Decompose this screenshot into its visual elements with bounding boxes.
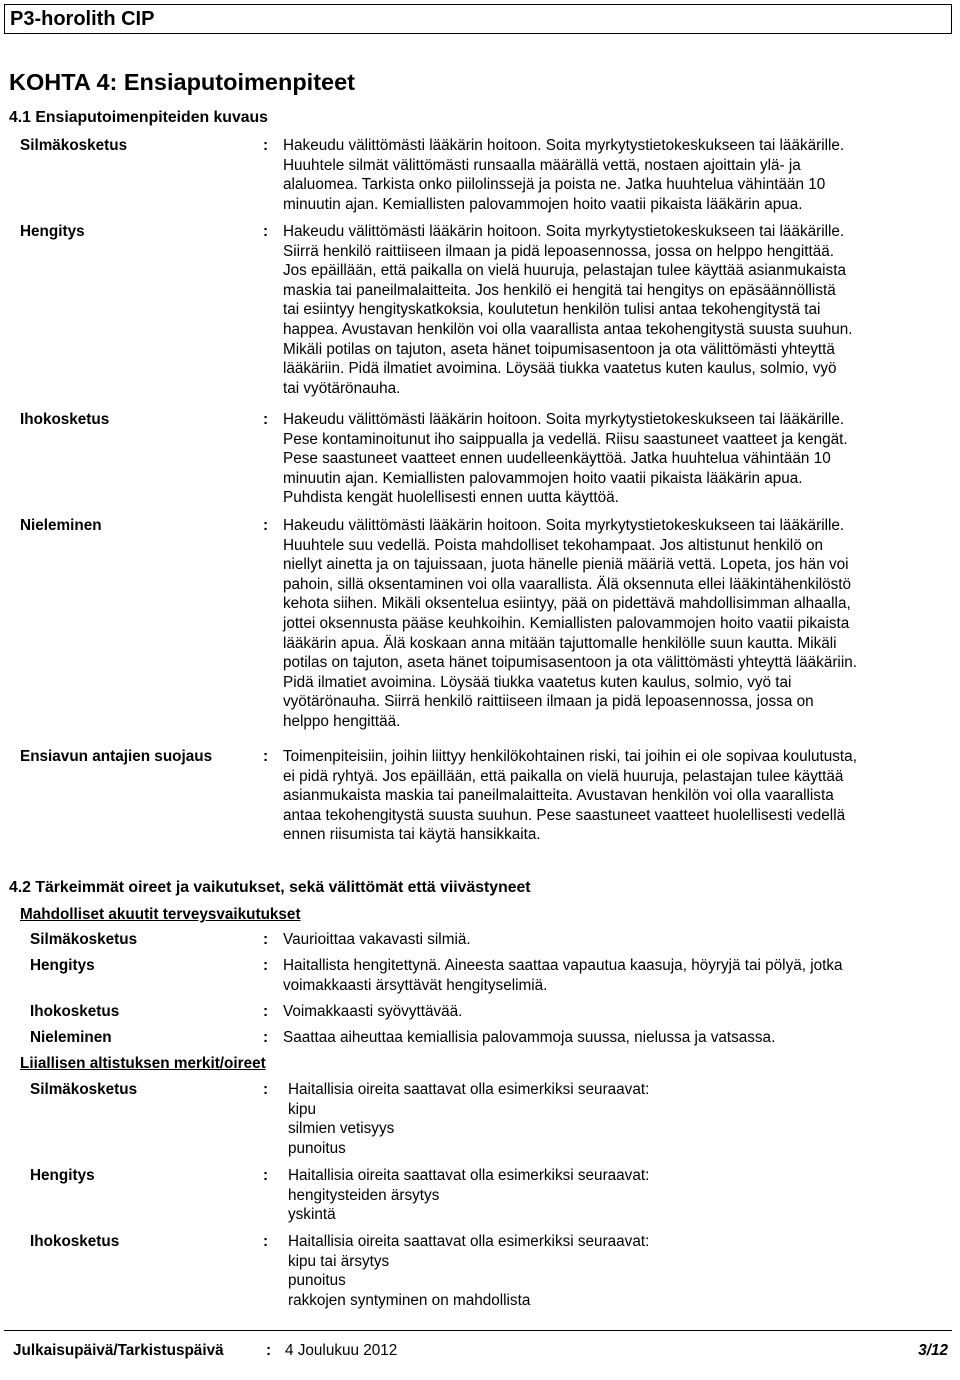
text-line: Haitallisia oireita saattavat olla esimerkiksi seuraavat: [288, 1167, 650, 1184]
row-text [283, 222, 955, 398]
text-line: Hakeudu välittömästi lääkärin hoitoon. Soita myrkytystietokeskukseen tai lääkärille. [283, 411, 845, 428]
text-line: antaa tekohengitystä suusta suuhun. Pese saastuneet vaatteet huolellisesti vedellä [283, 806, 846, 824]
subsection-title-4-2: 4.2 Tärkeimmät oireet ja vaikutukset, sekä välittömät että viivästyneet [9, 879, 531, 896]
text-line: voimakkaasti ärsyttävät hengityselimiä. [283, 976, 548, 994]
row-text [288, 1080, 960, 1158]
text-line: minuutin ajan. Kemiallisten palovammojen hoito vaatii pikaista lääkärin apua. [283, 195, 803, 213]
text-line: lääkärin apua. Älä koskaan anna mitään tajuttomalle henkilölle suun kautta. Mikäli [283, 634, 837, 652]
text-line: Haitallisia oireita saattavat olla esimerkiksi seuraavat: [288, 1233, 650, 1250]
row-colon: : [263, 411, 269, 428]
text-line: Huuhtele suu vedellä. Poista mahdolliset tekohampaat. Jos altistunut henkilö on [283, 536, 823, 554]
text-line: yskintä [288, 1206, 336, 1224]
row-text [283, 956, 955, 995]
row-colon: : [263, 1167, 269, 1184]
row-text [283, 930, 955, 950]
text-line: silmien vetisyys [288, 1120, 395, 1138]
row-label: Nieleminen [20, 517, 102, 534]
footer-date: 4 Joulukuu 2012 [285, 1342, 398, 1359]
text-line: Puhdista kengät huolellisesti ennen uutta käyttöä. [283, 489, 619, 507]
text-line: Hakeudu välittömästi lääkärin hoitoon. Soita myrkytystietokeskukseen tai lääkärille. [283, 223, 845, 240]
acute-effects-heading: Mahdolliset akuutit terveysvaikutukset [20, 906, 301, 923]
row-text [283, 1028, 955, 1048]
text-line: ennen riisumista tai käytä hansikkaita. [283, 826, 541, 844]
row-text [288, 1166, 960, 1225]
row-label: Silmäkosketus [30, 1081, 138, 1098]
footer-colon: : [266, 1342, 272, 1359]
row-text [288, 1232, 960, 1310]
text-line: Jos epäillään, että paikalla on vielä huuruja, pelastajan tulee käyttää asianmukaista [283, 262, 846, 280]
row-label: Hengitys [30, 1167, 95, 1184]
text-line: Vaurioittaa vakavasti silmiä. [283, 931, 471, 948]
overexposure-heading: Liiallisen altistuksen merkit/oireet [20, 1055, 266, 1072]
text-line: potilas on tajuton, aseta hänet toipumisasentoon ja ota välittömästi yhteyttä lääkäriin. [283, 654, 857, 672]
row-colon: : [263, 517, 269, 534]
row-label: Nieleminen [30, 1029, 112, 1046]
row-text [283, 1002, 955, 1022]
text-line: Pese saastuneet vaatteet ennen uudelleenkäyttöä. Jatka huuhtelua vähintään 10 [283, 450, 831, 468]
row-colon: : [263, 957, 269, 974]
text-line: rakkojen syntyminen on mahdollista [288, 1291, 531, 1309]
text-line: minuutin ajan. Kemiallisten palovammojen hoito vaatii pikaista lääkärin apua. [283, 469, 803, 487]
text-line: Haitallista hengitettynä. Aineesta saattaa vapautua kaasuja, höyryjä tai pölyä, jotka [283, 957, 843, 974]
text-line: pahoin, sillä oksentaminen voi olla vaarallista. Älä oksennuta ellei lääkintähenkilöstö [283, 575, 852, 593]
section-title: KOHTA 4: Ensiaputoimenpiteet [9, 69, 355, 95]
text-line: vyötärönauha. Siirrä henkilö raittiiseen ilmaan ja pidä lepoasennossa, jossa on [283, 693, 814, 711]
text-line: kipu [288, 1100, 317, 1118]
text-line: Mikäli potilas on tajuton, aseta hänet toipumisasentoon ja ota välittömästi yhteyttä [283, 340, 835, 358]
footer [4, 1330, 952, 1364]
page-number: 3/12 [918, 1342, 948, 1359]
footer-date-label: Julkaisupäivä/Tarkistuspäivä [13, 1342, 224, 1359]
row-text [283, 136, 955, 214]
row-colon: : [263, 1081, 269, 1098]
row-label: Ihokosketus [30, 1233, 120, 1250]
row-colon: : [263, 748, 269, 765]
text-line: Voimakkaasti syövyttävää. [283, 1003, 463, 1020]
text-line: hengitysteiden ärsytys [288, 1186, 440, 1204]
row-label: Hengitys [30, 957, 95, 974]
text-line: punoitus [288, 1139, 346, 1157]
row-label: Ihokosketus [30, 1003, 120, 1020]
row-colon: : [263, 1003, 269, 1020]
text-line: kipu tai ärsytys [288, 1252, 390, 1270]
row-colon: : [263, 137, 269, 154]
text-line: kehota siihen. Mikäli oksentelua esiintyy, pää on pidettävä mahdollisimman alhaalla, [283, 595, 851, 613]
text-line: maskia tai paneilmalaitteita. Jos henkilö ei hengitä tai hengitys on epäsäännöllistä [283, 281, 836, 299]
text-line: alaluomea. Tarkista onko piilolinssejä ja poista ne. Jatka huuhtelua vähintään 10 [283, 176, 826, 194]
text-line: Haitallisia oireita saattavat olla esimerkiksi seuraavat: [288, 1081, 650, 1098]
product-title: P3-horolith CIP [10, 8, 155, 30]
row-label: Ensiavun antajien suojaus [20, 748, 213, 765]
text-line: tai vyötärönauha. [283, 379, 401, 397]
header-box [4, 4, 952, 34]
row-label: Hengitys [20, 223, 85, 240]
text-line: Hakeudu välittömästi lääkärin hoitoon. Soita myrkytystietokeskukseen tai lääkärille. [283, 137, 845, 154]
row-colon: : [263, 1029, 269, 1046]
text-line: Pidä ilmatiet avoimina. Löysää tiukka vaatetus kuten kaulus, solmio, vyö tai [283, 673, 792, 691]
row-text [283, 516, 955, 732]
text-line: niellyt ainetta ja on tajuissaan, juota hänelle pieniä määriä vettä. Lopeta, jos hän voi [283, 556, 849, 574]
row-label: Ihokosketus [20, 411, 110, 428]
row-colon: : [263, 223, 269, 240]
text-line: helppo hengittää. [283, 712, 401, 730]
row-colon: : [263, 1233, 269, 1250]
text-line: Toimenpiteisiin, joihin liittyy henkilökohtainen riski, tai joihin ei ole sopivaa koulutusta, [283, 748, 857, 765]
text-line: Siirrä henkilö raittiiseen ilmaan ja pidä lepoasennossa, jossa on helppo hengittää. [283, 242, 835, 260]
row-label: Silmäkosketus [30, 931, 138, 948]
text-line: punoitus [288, 1272, 346, 1290]
text-line: Hakeudu välittömästi lääkärin hoitoon. Soita myrkytystietokeskukseen tai lääkärille. [283, 517, 845, 534]
row-colon: : [263, 931, 269, 948]
text-line: jottei oksennusta pääse keuhkoihin. Kemiallisten palovammojen hoito vaatii pikaista [283, 614, 850, 632]
row-text [283, 410, 955, 508]
row-label: Silmäkosketus [20, 137, 128, 154]
text-line: Huuhtele silmät välittömästi runsaalla määrällä vettä, nostaen ajoittain ylä- ja [283, 156, 801, 174]
row-text [283, 747, 955, 845]
text-line: asianmukaista maskia tai paneilmalaitteita. Avustavan henkilön voi olla vaarallista [283, 787, 834, 805]
text-line: tai esiintyy hengityskatkoksia, koulutetun henkilön tulisi antaa tekohengitystä tai [283, 301, 821, 319]
text-line: ei pidä ryhtyä. Jos epäillään, että paikalla on vielä huuruja, pelastajan tulee käyttää [283, 767, 844, 785]
subsection-title-4-1: 4.1 Ensiaputoimenpiteiden kuvaus [9, 109, 268, 126]
text-line: Pese kontaminoitunut iho saippualla ja vedellä. Riisu saastuneet vaatteet ja kengät. [283, 430, 848, 448]
text-line: lääkäriin. Pidä ilmatiet avoimina. Löysää tiukka vaatetus kuten kaulus, solmio, vyö [283, 360, 837, 378]
text-line: Saattaa aiheuttaa kemiallisia palovammoja suussa, nielussa ja vatsassa. [283, 1029, 776, 1046]
text-line: happea. Avustavan henkilön voi olla vaarallista antaa tekohengitystä suusta suuhun. [283, 320, 853, 338]
